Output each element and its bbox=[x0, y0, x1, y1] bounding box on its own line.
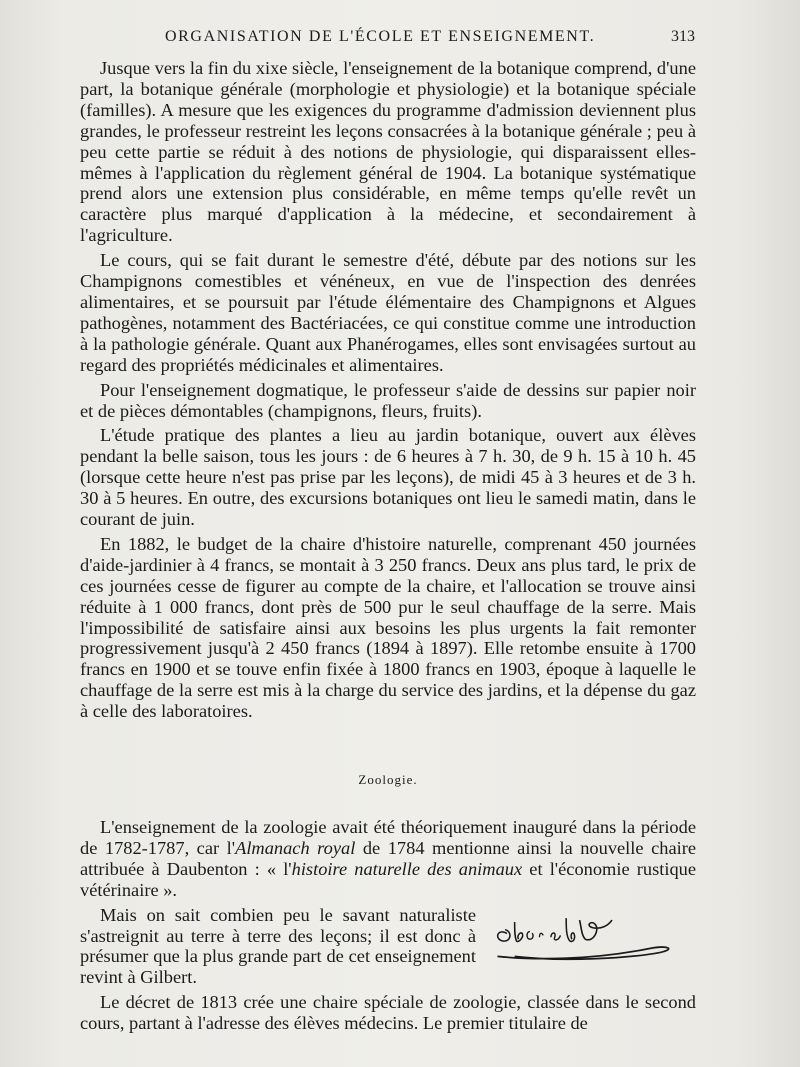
page-body bbox=[80, 58, 696, 1038]
zoology-intro-italic-2: histoire naturelle des animaux bbox=[291, 858, 523, 879]
paragraph-zoology-intro bbox=[80, 817, 696, 901]
zoology-intro-text-1: L'enseignement de la zoologie avait été théoriquement inauguré dans la période de 1782-1787, car l' bbox=[80, 817, 696, 858]
paragraph-botany-teaching: Pour l'enseignement dogmatique, le professeur s'aide de dessins sur papier noir et de pièces démontables (champignons, fleurs, fruits). bbox=[80, 379, 696, 421]
zoology-intro-text-3: et l'économie rustique vétérinaire ». bbox=[80, 858, 696, 900]
page-header bbox=[95, 28, 705, 52]
paragraph-zoology-decree: Le décret de 1813 crée une chaire spéciale de zoologie, classée dans le second cours, partant à l'adresse des élèves médecins. Le premier titulaire de bbox=[80, 992, 696, 1034]
running-title: ORGANISATION DE L'ÉCOLE ET ENSEIGNEMENT. bbox=[165, 28, 596, 45]
zoology-signature-row bbox=[80, 905, 696, 993]
paragraph-botany-practice: L'étude pratique des plantes a lieu au jardin botanique, ouvert aux élèves pendant la belle saison, tous les jours : de 6 heures à 7 h. 30, de 9 h. 15 à 10 h. 45 (lorsque cette heure n'est pas prise par les leçons), de midi 45 à 3 heures et de 3 h. 30 à 5 heures. En outre, des excursions botaniques ont lieu le samedi matin, dans le courant de juin. bbox=[80, 425, 696, 530]
handwritten-signature bbox=[486, 913, 696, 973]
paragraph-botany-budget: En 1882, le budget de la chaire d'histoire naturelle, comprenant 450 journées d'aide-jardinier à 4 francs, se montait à 3 250 francs. Deux ans plus tard, le prix de ces journées cesse de figurer au compte de la chaire, et l'allocation se trouve ainsi réduite à 1 000 francs, dont près de 500 pur le seul chauffage de la serre. Mais l'impossibilité de satisfaire ainsi aux besoins les plus urgents la fait remonter progressivement jusqu'à 2 450 francs (1894 à 1897). Elle retombe ensuite à 1700 francs en 1900 et se touve enfin fixée à 1800 francs en 1903, époque à laquelle le chauffage de la serre est mis à la charge du service des jardins, et la dépense du gaz à celle des laboratoires. bbox=[80, 533, 696, 722]
section-title-zoology: Zoologie. bbox=[358, 772, 418, 788]
paragraph-botany-intro: Jusque vers la fin du xixe siècle, l'enseignement de la botanique comprend, d'une part, la botanique générale (morphologie et physiologie) et la botanique spéciale (familles). A mesure que les exigences du programme d'admission deviennent plus grandes, le professeur restreint les leçons consacrées à la botanique générale ; peu à peu cette partie se réduit à des notions de physiologie, qui disparaissent elles-mêmes à l'application du règlement général de 1904. La botanique systématique prend alors une extension plus considérable, en même temps qu'elle revêt un caractère plus marqué d'application à la médecine, et secondairement à l'agriculture. bbox=[80, 58, 696, 246]
page-number: 313 bbox=[671, 28, 695, 45]
zoology-intro-text-2: de 1784 mentionne ainsi la nouvelle chaire attribuée à Daubenton : « l' bbox=[80, 837, 697, 879]
zoology-intro-italic-1: Almanach royal bbox=[235, 837, 356, 858]
paragraph-zoology-gilbert: Mais on sait combien peu le savant naturaliste s'astreignit au terre à terre des leçons; il est donc à présumer que la plus grande part de cet enseignement revint à Gilbert. bbox=[80, 904, 476, 988]
paragraph-botany-course: Le cours, qui se fait durant le semestre d'été, débute par des notions sur les Champignons comestibles et vénéneux, en vue de l'inspection des denrées alimentaires, et se poursuit par l'étude élémentaire des Champignons et Algues pathogènes, notamment des Bactériacées, ce qui constitue comme une introduction à la pathologie générale. Quant aux Phanérogames, elles sont envisagées surtout au regard des propriétés médicinales et alimentaires. bbox=[80, 250, 696, 375]
